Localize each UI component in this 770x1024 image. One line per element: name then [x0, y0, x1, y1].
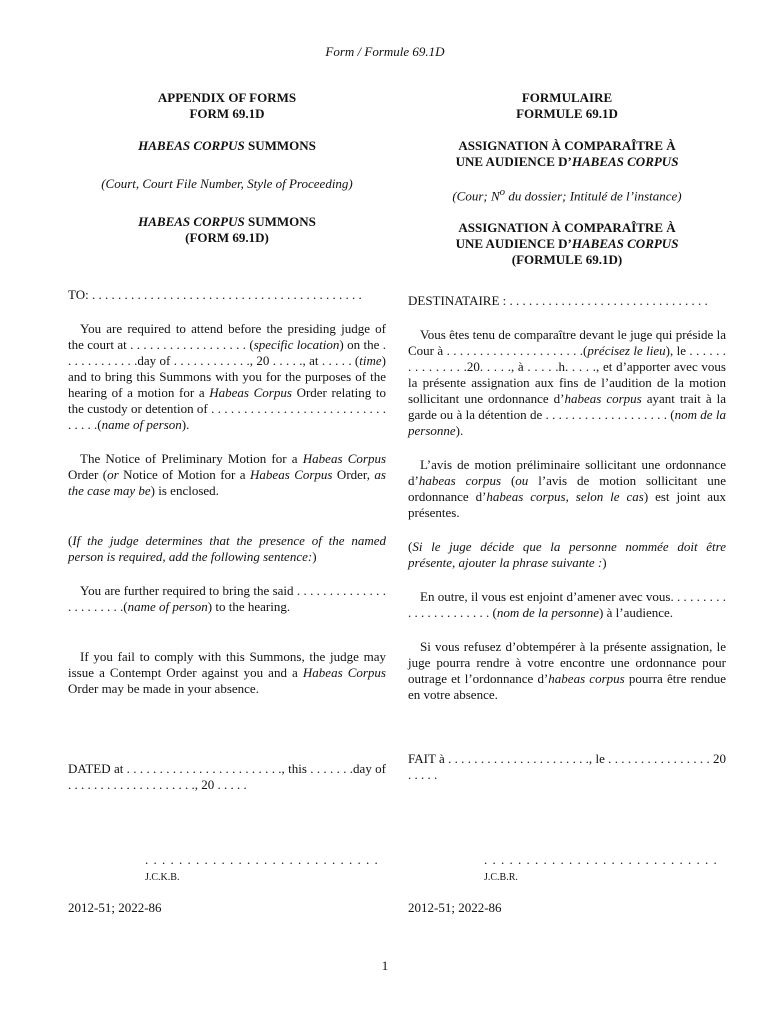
- text-span: UNE AUDIENCE D’: [455, 154, 572, 169]
- bring-person-paragraph: [68, 583, 386, 615]
- text-em: Habeas Corpus: [302, 451, 387, 466]
- assignation-subheading: ASSIGNATION À COMPARAÎTRE À: [458, 220, 676, 236]
- text-em: name of person: [127, 599, 208, 614]
- text-span: (: [68, 533, 73, 548]
- text-span: (: [501, 473, 516, 489]
- text-span: ,: [565, 489, 576, 505]
- instruction-paragraph: [68, 533, 386, 565]
- english-amendment-reference: 2012-51; 2022-86: [68, 900, 162, 915]
- text-em: Habeas Corpus: [302, 665, 386, 680]
- signature-label: J.C.B.R.: [484, 872, 518, 883]
- destinataire-line: DESTINATAIRE : . . . . . . . . . . . . . . . . . . . . . . . . . . . . . . .: [408, 293, 708, 309]
- text-span: You are further required to bring the said . . . . . . . . . . . . . . . . . . . . . . .(: [68, 583, 386, 614]
- text-em: name of person: [101, 417, 182, 432]
- summons-heading-em: HABEAS CORPUS: [138, 138, 245, 153]
- french-column: [408, 90, 726, 783]
- text-em: nom de la personne: [496, 605, 600, 621]
- text-span: You are required to attend before the presiding judge of the court at . . . . . . . . . . . . . . . . . . (: [68, 321, 386, 352]
- dated-line: DATED at . . . . . . . . . . . . . . . . . . . . . . . ., this . . . . . . .day of . . . . . . . . . . . . . . . . . . . ., 20 . . . . .: [68, 761, 386, 792]
- text-span: UNE AUDIENCE D’: [455, 236, 572, 252]
- text-em: ou: [515, 473, 529, 489]
- summons-subheading: [68, 214, 386, 230]
- notice-paragraph: [68, 451, 386, 499]
- text-span: pourra être rendue en votre absence.: [408, 671, 727, 703]
- text-span: Si vous refusez d’obtempérer à la présente assignation, le juge pourra rendre à votre encontre une ordonnance pour outrage et l’ordonnance d’: [408, 639, 726, 687]
- text-span: Order relating to the custody or detention of . . . . . . . . . . . . . . . . . . . . . . . . . . . . . . . .(: [68, 385, 387, 432]
- text-span: The Notice of Preliminary Motion for a: [80, 451, 303, 466]
- text-em: time: [359, 353, 382, 368]
- summons-heading: [68, 138, 386, 154]
- formule-number: FORMULE 69.1D: [516, 106, 618, 121]
- text-em: habeas corpus: [564, 391, 642, 407]
- text-span: ) est joint aux présentes.: [408, 489, 727, 521]
- text-em: HABEAS CORPUS: [571, 154, 679, 169]
- text-em: specific location: [253, 337, 340, 352]
- directive-paragraph: [408, 539, 726, 571]
- court-caption: (Court, Court File Number, Style of Proceeding): [101, 176, 353, 191]
- formulaire-title: FORMULAIRE: [521, 90, 613, 105]
- french-signature-block: [484, 852, 718, 883]
- assignation-subheading-line2: [408, 236, 726, 252]
- page-header: Form / Formule 69.1D: [325, 44, 445, 59]
- text-span: Order (: [68, 467, 108, 482]
- text-span: ): [602, 555, 607, 571]
- text-em: habeas corpus: [486, 489, 566, 505]
- summons-subheading-em: HABEAS CORPUS: [138, 214, 245, 229]
- text-em: Habeas Corpus: [209, 385, 292, 400]
- text-span: ), le . . . . . . . . . . . . . . .20. . . . ., à . . . . .h. . . . ., et d’apporter avec vous la présente assignation aux fins de l’audition de la motion sollicitant une ordonnance d’: [408, 343, 726, 407]
- text-span: (: [408, 539, 413, 555]
- signature-label: J.C.K.B.: [145, 872, 180, 883]
- text-em: précisez le lieu: [587, 343, 666, 359]
- english-column: [68, 90, 386, 793]
- text-em: habeas corpus: [548, 671, 625, 687]
- assignation-heading: ASSIGNATION À COMPARAÎTRE À: [458, 138, 676, 153]
- text-span: ).: [181, 417, 190, 432]
- text-em: HABEAS CORPUS: [571, 236, 679, 252]
- form-subheading: (FORM 69.1D): [185, 230, 269, 245]
- addressee-line: TO: . . . . . . . . . . . . . . . . . . . . . . . . . . . . . . . . . . . . . . . . . .: [68, 287, 362, 302]
- text-span: ) is enclosed.: [150, 483, 219, 498]
- cour-caption: [408, 184, 726, 204]
- text-em: as the case may be: [68, 467, 386, 498]
- text-span: ) and to bring this Summons with you for the purposes of the hearing of a motion for a: [68, 353, 386, 400]
- text-em: habeas corpus: [418, 473, 501, 489]
- fait-line: FAIT à . . . . . . . . . . . . . . . . . . . . . ., le . . . . . . . . . . . . . . . . 20 . . . . .: [408, 751, 726, 783]
- text-span: l’avis de motion sollicitant une ordonnance d’: [408, 473, 726, 505]
- page-number: 1: [381, 958, 389, 973]
- superscript: o: [499, 186, 506, 198]
- english-signature-block: [145, 852, 379, 883]
- text-span: ).: [455, 423, 464, 439]
- text-span: Vous êtes tenu de comparaître devant le juge qui préside la Cour à . . . . . . . . . . . . . . . . . . . . .(: [408, 327, 726, 359]
- text-em: Si le juge décide que la personne nommée doit être présente, ajouter la phrase suivante :: [408, 539, 726, 571]
- text-span: Order may be made in your absence.: [68, 681, 259, 696]
- text-span: ) on the . . . . . . . . . . . .day of . . . . . . . . . . . ., 20 . . . . ., at . . . . . (: [68, 337, 386, 368]
- text-span: Notice of Motion for a: [118, 467, 251, 482]
- summons-heading-rest: SUMMONS: [244, 138, 316, 153]
- text-span: En outre, il vous est enjoint d’amener avec vous. . . . . . . . . . . . . . . . . . . . . . (: [408, 589, 726, 621]
- attendance-paragraph: [68, 321, 386, 433]
- formule-subheading: (FORMULE 69.1D): [511, 252, 623, 268]
- text-span: du dossier; Intitulé de l’instance): [505, 188, 682, 204]
- text-span: ayant trait à la garde ou à la détention de . . . . . . . . . . . . . . . . . . . (: [408, 391, 726, 423]
- text-em: selon le cas: [575, 489, 644, 505]
- text-span: ) to the hearing.: [207, 599, 291, 614]
- contempt-paragraph: [68, 649, 386, 697]
- text-em: If the judge determines that the presence of the named person is required, add the following sentence:: [68, 533, 386, 564]
- comparaitre-paragraph: [408, 327, 726, 439]
- summons-subheading-rest: SUMMONS: [244, 214, 316, 229]
- text-span: (Cour; N: [452, 188, 500, 204]
- text-em: nom de la personne: [408, 407, 726, 439]
- text-span: ) à l’audience.: [599, 605, 674, 621]
- assignation-heading-line2: [408, 154, 726, 170]
- outrage-paragraph: [408, 639, 726, 703]
- form-number: FORM 69.1D: [189, 106, 265, 121]
- text-span: ): [312, 549, 317, 564]
- signature-line: . . . . . . . . . . . . . . . . . . . . . . . . . . . .: [484, 852, 718, 867]
- appendix-title: APPENDIX OF FORMS: [157, 90, 297, 105]
- text-span: L’avis de motion préliminaire sollicitant une ordonnance d’: [408, 457, 726, 489]
- french-amendment-reference: 2012-51; 2022-86: [408, 900, 502, 915]
- amener-paragraph: [408, 589, 726, 621]
- text-span: Order,: [332, 467, 375, 482]
- signature-line: . . . . . . . . . . . . . . . . . . . . . . . . . . . .: [145, 852, 379, 867]
- text-span: If you fail to comply with this Summons, the judge may issue a Contempt Order against you and a: [68, 649, 386, 680]
- text-em: Habeas Corpus: [250, 467, 333, 482]
- text-em: or: [107, 467, 119, 482]
- avis-paragraph: [408, 457, 726, 521]
